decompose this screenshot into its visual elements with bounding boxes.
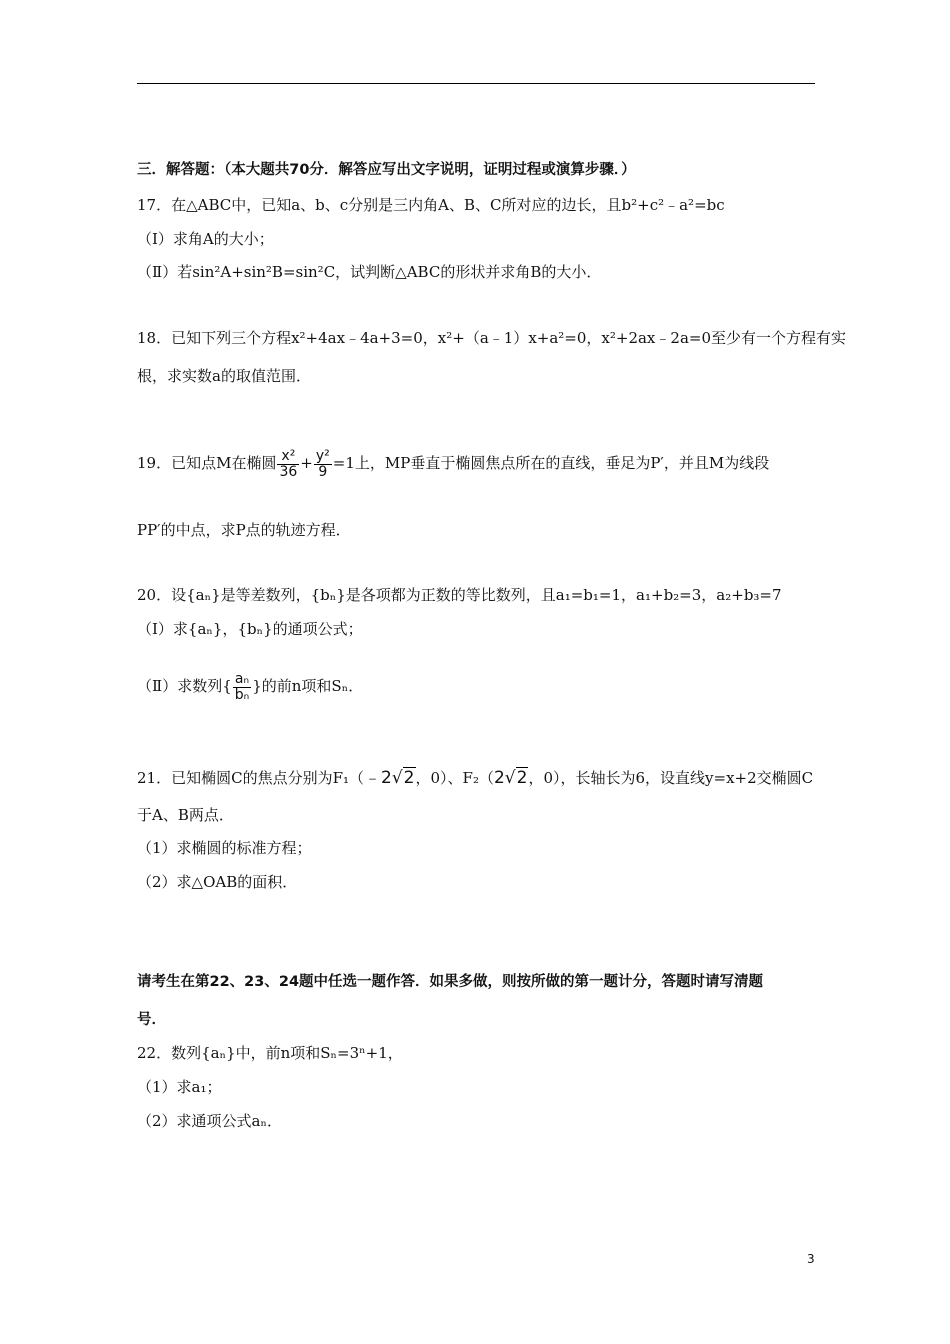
q21-part1: （1）求椭圆的标准方程； — [137, 839, 312, 857]
fraction-denominator: 9 — [318, 463, 328, 480]
fraction-denominator: bₙ — [234, 686, 250, 703]
q19-line2: PP′的中点，求P点的轨迹方程． — [137, 521, 351, 539]
q17-part1: （Ⅰ）求角A的大小； — [137, 230, 274, 248]
q17-part2: （Ⅱ）若sin²A+sin²B=sin²C，试判断△ABC的形状并求角B的大小． — [137, 263, 602, 281]
section-heading: 三．解答题：（本大题共70分．解答应写出文字说明，证明过程或演算步骤．） — [137, 162, 636, 178]
q20-part1: （Ⅰ）求{aₙ}，{bₙ}的通项公式； — [137, 620, 363, 638]
ellipse-fraction-y — [314, 449, 332, 480]
q22-part1: （1）求a₁； — [137, 1078, 222, 1096]
fraction-numerator: x² — [277, 449, 299, 465]
q21-suffix: ，0），长轴长为6，设直线y=x+2交椭圆C — [528, 769, 814, 787]
q18-line1: 18．已知下列三个方程x²+4ax﹣4a+3=0，x²+（a﹣1）x+a²=0，x²+2ax﹣2a=0至少有一个方程有实 — [137, 329, 846, 347]
notice-line2: 号． — [137, 1012, 166, 1028]
q19-suffix: =1上，MP垂直于椭圆焦点所在的直线，垂足为P′，并且M为线段 — [332, 454, 770, 472]
fraction-numerator: y² — [315, 447, 330, 464]
q21-part2: （2）求△OAB的面积． — [137, 873, 298, 891]
q22-part2: （2）求通项公式aₙ． — [137, 1112, 282, 1130]
focus1-value: ﹣2√2 — [364, 768, 415, 788]
q21-line2: 于A、B两点． — [137, 806, 234, 824]
q21-mid: ，0）、F₂（ — [415, 769, 494, 787]
q20-part2-suffix: }的前n项和Sₙ． — [252, 677, 364, 695]
plus-sign: + — [300, 454, 313, 472]
page-number: 3 — [807, 1252, 815, 1266]
q22-stem: 22．数列{aₙ}中，前n项和Sₙ=3ⁿ+1， — [137, 1044, 403, 1062]
q21-line1 — [137, 766, 813, 790]
q18-line2: 根，求实数a的取值范围． — [137, 367, 311, 385]
sequence-fraction — [233, 672, 251, 703]
header-rule — [137, 83, 815, 84]
fraction-numerator: aₙ — [233, 672, 251, 688]
notice-line1: 请考生在第22、23、24题中任选一题作答．如果多做，则按所做的第一题计分，答题时请写清题 — [137, 974, 764, 990]
ellipse-fraction-x — [277, 449, 299, 480]
fraction-denominator: 36 — [279, 463, 298, 480]
q20-part2 — [137, 664, 363, 708]
q19-line1 — [137, 444, 769, 482]
q19-prefix: 19．已知点M在椭圆 — [137, 454, 277, 472]
q20-part2-prefix: （Ⅱ）求数列{ — [137, 677, 232, 695]
q17-stem: 17．在△ABC中，已知a、b、c分别是三内角A、B、C所对应的边长，且b²+c²﹣a²=bc — [137, 196, 725, 214]
focus2-value: 2√2 — [493, 768, 528, 788]
q20-stem: 20．设{aₙ}是等差数列，{bₙ}是各项都为正数的等比数列，且a₁=b₁=1，a₁+b₂=3，a₂+b₃=7 — [137, 586, 782, 604]
q21-prefix: 21．已知椭圆C的焦点分别为F₁（ — [137, 769, 364, 787]
